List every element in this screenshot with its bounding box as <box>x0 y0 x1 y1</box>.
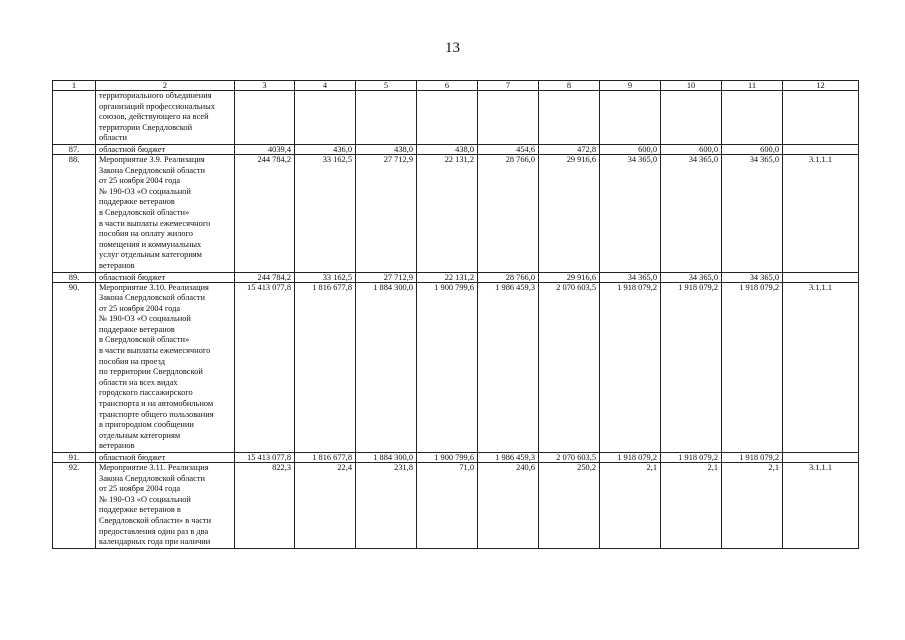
target-code-cell <box>783 91 859 145</box>
table-row <box>53 272 859 282</box>
row-name-cell: территориального объединения организаций профессиональных союзов, действующего на всей территории Свердловской области <box>96 91 235 145</box>
value-cell: 71,0 <box>417 463 478 549</box>
table-row <box>53 91 859 145</box>
value-cell: 1 900 799,6 <box>417 282 478 453</box>
value-cell: 34 365,0 <box>722 272 783 282</box>
value-cell: 34 365,0 <box>661 272 722 282</box>
row-name-cell: областной бюджет <box>96 272 235 282</box>
row-number-cell: 92. <box>53 463 96 549</box>
row-number-cell: 90. <box>53 282 96 453</box>
value-cell: 22 131,2 <box>417 154 478 272</box>
value-cell: 28 766,0 <box>478 272 539 282</box>
value-cell: 438,0 <box>356 144 417 154</box>
value-cell: 231,8 <box>356 463 417 549</box>
value-cell: 29 916,6 <box>539 272 600 282</box>
value-cell: 1 986 459,3 <box>478 282 539 453</box>
header-row <box>53 81 859 91</box>
value-cell: 34 365,0 <box>722 154 783 272</box>
value-cell: 1 816 677,8 <box>295 282 356 453</box>
value-cell: 600,0 <box>661 144 722 154</box>
column-header: 8 <box>539 81 600 91</box>
value-cell: 34 365,0 <box>600 272 661 282</box>
value-cell: 33 162,5 <box>295 272 356 282</box>
column-header: 5 <box>356 81 417 91</box>
value-cell: 27 712,9 <box>356 272 417 282</box>
row-number-cell <box>53 91 96 145</box>
value-cell: 15 413 077,8 <box>235 282 295 453</box>
value-cell <box>295 91 356 145</box>
value-cell: 2,1 <box>600 463 661 549</box>
value-cell: 2 070 603,5 <box>539 282 600 453</box>
value-cell: 436,0 <box>295 144 356 154</box>
table-row <box>53 282 859 453</box>
value-cell <box>478 91 539 145</box>
value-cell: 22,4 <box>295 463 356 549</box>
value-cell <box>600 91 661 145</box>
value-cell: 33 162,5 <box>295 154 356 272</box>
value-cell: 34 365,0 <box>600 154 661 272</box>
value-cell: 22 131,2 <box>417 272 478 282</box>
target-code-cell <box>783 272 859 282</box>
value-cell: 1 918 079,2 <box>722 453 783 463</box>
row-name-cell: Мероприятие 3.9. Реализация Закона Свердловской области от 25 ноября 2004 года № 190-ОЗ «О социальной поддержке ветеранов в Свердловской области» в части выплаты ежемесячного пособия на оплату жилого помещения и коммунальных услуг отдельным категориям ветеранов <box>96 154 235 272</box>
value-cell: 2 070 603,5 <box>539 453 600 463</box>
value-cell: 2,1 <box>722 463 783 549</box>
table-row <box>53 463 859 549</box>
value-cell: 822,3 <box>235 463 295 549</box>
column-header: 6 <box>417 81 478 91</box>
value-cell: 1 900 799,6 <box>417 453 478 463</box>
value-cell: 472,8 <box>539 144 600 154</box>
table-row <box>53 144 859 154</box>
column-header: 4 <box>295 81 356 91</box>
row-number-cell: 88. <box>53 154 96 272</box>
value-cell <box>417 91 478 145</box>
column-header: 11 <box>722 81 783 91</box>
row-number-cell: 91. <box>53 453 96 463</box>
row-name-cell: Мероприятие 3.11. Реализация Закона Свердловской области от 25 ноября 2004 года № 190-ОЗ «О социальной поддержке ветеранов в Свердловской области» в части предоставления один раз в два календарных года при наличии <box>96 463 235 549</box>
value-cell <box>356 91 417 145</box>
row-name-cell: областной бюджет <box>96 144 235 154</box>
value-cell: 438,0 <box>417 144 478 154</box>
page-number: 13 <box>445 40 460 56</box>
value-cell: 454,6 <box>478 144 539 154</box>
value-cell: 1 986 459,3 <box>478 453 539 463</box>
value-cell: 250,2 <box>539 463 600 549</box>
row-number-cell: 87. <box>53 144 96 154</box>
value-cell: 244 784,2 <box>235 272 295 282</box>
value-cell: 240,6 <box>478 463 539 549</box>
column-header: 9 <box>600 81 661 91</box>
row-number-cell: 89. <box>53 272 96 282</box>
value-cell <box>539 91 600 145</box>
value-cell: 4039,4 <box>235 144 295 154</box>
target-code-cell: 3.1.1.1 <box>783 463 859 549</box>
target-code-cell <box>783 453 859 463</box>
row-name-cell: областной бюджет <box>96 453 235 463</box>
value-cell: 15 413 077,8 <box>235 453 295 463</box>
column-header: 12 <box>783 81 859 91</box>
value-cell: 1 918 079,2 <box>600 282 661 453</box>
table-row <box>53 154 859 272</box>
value-cell <box>661 91 722 145</box>
value-cell: 1 884 300,0 <box>356 453 417 463</box>
column-header: 10 <box>661 81 722 91</box>
value-cell: 1 918 079,2 <box>722 282 783 453</box>
row-name-cell: Мероприятие 3.10. Реализация Закона Свердловской области от 25 ноября 2004 года № 190-ОЗ «О социальной поддержке ветеранов в Свердловской области» в части выплаты ежемесячного пособия на проезд по территории Свердловской области на всех видах городского пассажирского транспорта и на автомобильном транспорте общего пользования в пригородном сообщении отдельным категориям ветеранов <box>96 282 235 453</box>
value-cell: 244 784,2 <box>235 154 295 272</box>
column-header: 7 <box>478 81 539 91</box>
value-cell: 1 918 079,2 <box>661 282 722 453</box>
value-cell: 29 916,6 <box>539 154 600 272</box>
table-row <box>53 453 859 463</box>
value-cell: 28 766,0 <box>478 154 539 272</box>
value-cell: 34 365,0 <box>661 154 722 272</box>
column-header: 3 <box>235 81 295 91</box>
value-cell <box>722 91 783 145</box>
value-cell: 2,1 <box>661 463 722 549</box>
value-cell <box>235 91 295 145</box>
value-cell: 1 918 079,2 <box>661 453 722 463</box>
value-cell: 1 918 079,2 <box>600 453 661 463</box>
value-cell: 1 816 677,8 <box>295 453 356 463</box>
value-cell: 600,0 <box>722 144 783 154</box>
target-code-cell <box>783 144 859 154</box>
target-code-cell: 3.1.1.1 <box>783 282 859 453</box>
value-cell: 600,0 <box>600 144 661 154</box>
column-header: 2 <box>96 81 235 91</box>
column-header: 1 <box>53 81 96 91</box>
program-table <box>52 80 859 549</box>
target-code-cell: 3.1.1.1 <box>783 154 859 272</box>
value-cell: 1 884 300,0 <box>356 282 417 453</box>
value-cell: 27 712,9 <box>356 154 417 272</box>
